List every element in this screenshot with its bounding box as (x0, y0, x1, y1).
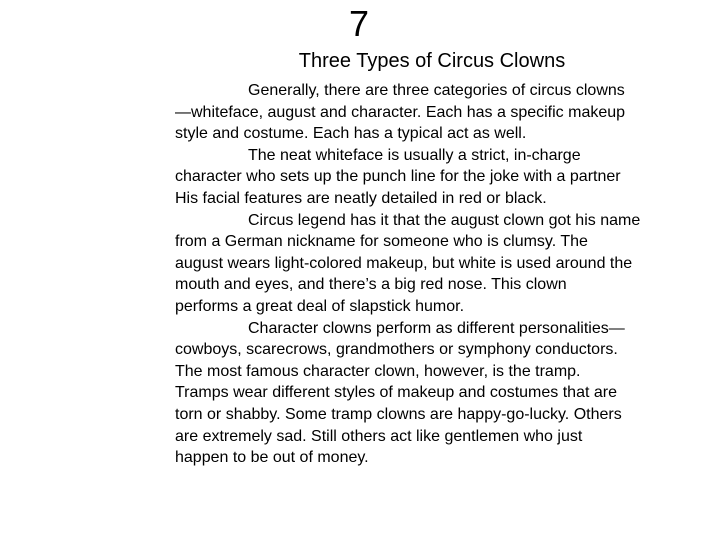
paragraph-character: Character clowns perform as different personalities— cowboys, scarecrows, grandmothers or symphony conductors. The most famous character clown, however, is the tramp. Tramps wear different styles of makeup and costumes that are torn or shabby. Some tramp clowns are happy-go-lucky. Others are extremely sad. Still others act like gentlemen who just happen to be out of money. (175, 319, 625, 467)
paragraph-august: Circus legend has it that the august clown got his name from a German nickname for someone who is clumsy. The august wears light-colored makeup, but white is used around the mouth and eyes, and there’s a big red nose. This clown performs a great deal of slapstick humor. (175, 211, 641, 315)
body-text (175, 80, 695, 469)
paragraph-intro: Generally, there are three categories of circus clowns —whiteface, august and character. Each has a specific makeup style and costume. Each has a typical act as well. (175, 82, 626, 143)
page-title: Three Types of Circus Clowns (298, 50, 566, 72)
page-number: 7 (348, 3, 370, 44)
paragraph-whiteface: The neat whiteface is usually a strict, in-charge character who sets up the punch line for the joke with a partner His facial features are neatly detailed in red or black. (175, 146, 621, 207)
